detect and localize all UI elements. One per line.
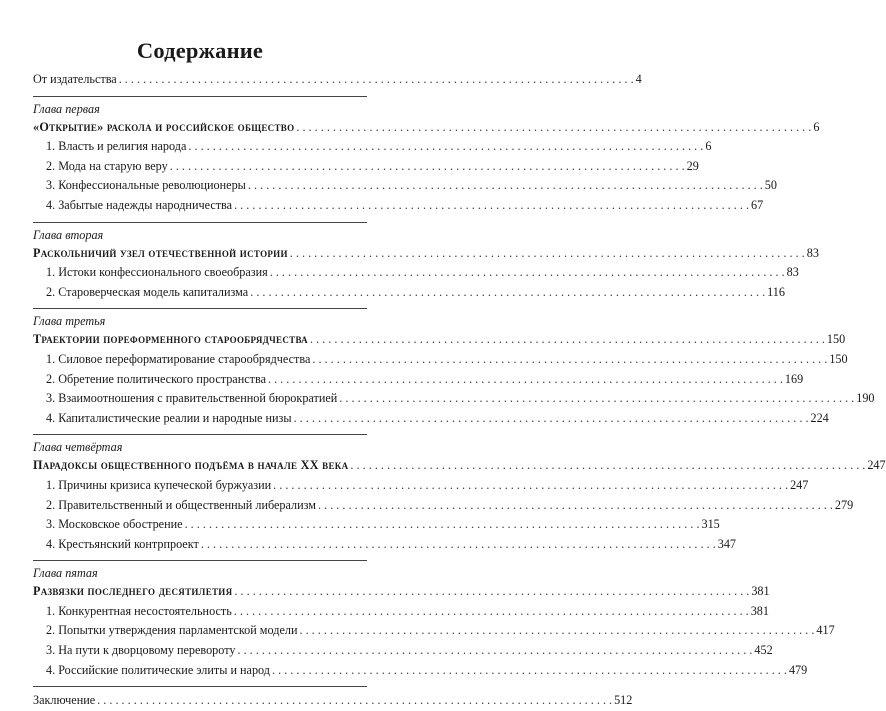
- dot-leader: [188, 137, 703, 157]
- section-entry: [33, 263, 799, 283]
- divider: [33, 96, 367, 97]
- chapter-title: Траектории пореформенного старообрядчества: [33, 332, 308, 347]
- section-title: 2. Правительственный и общественный либерализм: [46, 497, 316, 512]
- toc-page-number: 224: [810, 410, 829, 425]
- section-title: 1. Власть и религия народа: [46, 139, 187, 154]
- chapter-title: Раскольничий узел отечественной истории: [33, 245, 288, 260]
- section-title: 1. Истоки конфессионального своеобразия: [46, 265, 268, 280]
- dot-leader: [270, 263, 785, 283]
- dot-leader: [234, 582, 749, 602]
- chapter-block-5: [33, 565, 835, 680]
- dot-leader: [310, 330, 825, 350]
- section-title: 4. Российские политические элиты и народ: [46, 662, 271, 677]
- divider: [33, 560, 367, 561]
- chapter-block-3: [33, 313, 875, 428]
- toc-page-number: 279: [834, 497, 854, 512]
- chapter-label: Глава четвёртая: [33, 440, 123, 455]
- toc-page-number: 452: [754, 643, 773, 658]
- section-entry: [33, 535, 737, 555]
- toc-entry-title: Заключение: [33, 693, 96, 708]
- section-entry: [33, 409, 829, 429]
- toc-page-number: 190: [856, 391, 875, 406]
- divider: [33, 686, 367, 687]
- section-title: 3. Конфессиональные революционеры: [46, 178, 246, 193]
- dot-leader: [97, 691, 612, 711]
- toc-page-number: 512: [614, 693, 633, 708]
- chapter-title-line: [33, 582, 770, 602]
- toc-entry-front: [33, 70, 642, 90]
- dot-leader: [273, 476, 788, 496]
- toc-page-number: 6: [813, 119, 820, 134]
- chapter-label: Глава вторая: [33, 227, 104, 242]
- toc-page-number: 83: [806, 245, 819, 260]
- section-entry: [33, 389, 875, 409]
- section-entry: [33, 196, 764, 216]
- section-title: 1. Причины кризиса купеческой буржуазии: [46, 477, 272, 492]
- section-entry: [33, 476, 809, 496]
- page-title: Содержание: [136, 38, 264, 63]
- section-title: 4. Забытые надежды народничества: [46, 197, 233, 212]
- section-entry: [33, 176, 777, 196]
- toc-page-number: 347: [717, 536, 737, 551]
- section-entry: [33, 602, 769, 622]
- dot-leader: [318, 496, 833, 516]
- section-entry: [33, 641, 773, 661]
- dot-leader: [234, 602, 749, 622]
- section-title: 3. Московское обострение: [46, 517, 183, 532]
- dot-leader: [296, 118, 811, 138]
- toc-page-number: 247: [790, 477, 809, 492]
- section-title: 2. Обретение политического пространства: [46, 371, 266, 386]
- toc-page-number: 381: [751, 584, 770, 599]
- toc-page-number: 381: [750, 603, 769, 618]
- toc-page-number: 29: [686, 158, 699, 173]
- toc-entry-title: От издательства: [33, 72, 117, 86]
- chapter-block-4: [33, 439, 886, 554]
- toc-page-number: 150: [829, 351, 848, 366]
- dot-leader: [272, 661, 787, 681]
- section-entry: [33, 370, 804, 390]
- dot-leader: [119, 70, 634, 90]
- chapter-title: «Открытие» раскола и российское общество: [33, 119, 295, 134]
- chapter-label: Глава третья: [33, 314, 106, 329]
- dot-leader: [250, 283, 765, 303]
- section-title: 2. Мода на старую веру: [46, 158, 168, 173]
- section-title: 2. Попытки утверждения парламентской модели: [46, 623, 298, 638]
- dot-leader: [290, 244, 805, 264]
- dot-leader: [350, 456, 865, 476]
- toc-page-number: 417: [816, 623, 835, 638]
- section-title: 4. Капиталистические реалии и народные низы: [46, 410, 292, 425]
- dot-leader: [299, 621, 814, 641]
- toc-page-number: 150: [826, 332, 846, 347]
- dot-leader: [237, 641, 752, 661]
- section-entry: [33, 283, 785, 303]
- section-title: 2. Староверческая модель капитализма: [46, 284, 249, 299]
- toc-page-number: 4: [635, 72, 642, 86]
- toc-page-number: 247: [867, 458, 886, 473]
- section-entry: [33, 350, 848, 370]
- toc-page-number: 67: [750, 197, 764, 212]
- section-entry: [33, 496, 854, 516]
- chapter-label: Глава пятая: [33, 566, 98, 581]
- divider: [33, 308, 367, 309]
- section-entry: [33, 157, 699, 177]
- dot-leader: [234, 196, 749, 216]
- dot-leader: [339, 389, 854, 409]
- dot-leader: [268, 370, 783, 390]
- chapter-label: Глава первая: [33, 101, 100, 116]
- section-title: 3. На пути к дворцовому перевороту: [46, 643, 236, 658]
- chapter-block-1: [33, 101, 820, 216]
- toc-page-number: 6: [705, 139, 712, 154]
- chapter-title-line: [33, 330, 846, 350]
- section-title: 4. Крестьянский контрпроект: [46, 536, 199, 551]
- divider: [33, 222, 367, 223]
- chapter-block-2: [33, 227, 819, 303]
- dot-leader: [201, 535, 716, 555]
- toc-page-number: 169: [784, 371, 804, 386]
- toc-page-number: 50: [764, 178, 777, 193]
- dot-leader: [248, 176, 763, 196]
- dot-leader: [312, 350, 827, 370]
- dot-leader: [294, 409, 809, 429]
- section-title: 1. Конкурентная несостоятельность: [46, 603, 232, 618]
- section-entry: [33, 515, 720, 535]
- toc-page-number: 479: [788, 662, 808, 677]
- toc-page-number: 116: [767, 284, 785, 299]
- section-title: 1. Силовое переформатирование старообрядчества: [46, 351, 311, 366]
- chapter-title-line: [33, 118, 820, 138]
- dot-leader: [185, 515, 700, 535]
- chapter-title-line: [33, 244, 819, 264]
- toc-entry-back: [33, 691, 633, 711]
- dot-leader: [170, 157, 685, 177]
- toc-page-number: 83: [786, 265, 799, 280]
- section-entry: [33, 137, 712, 157]
- divider: [33, 434, 367, 435]
- section-title: 3. Взаимоотношения с правительственной бюрократией: [46, 391, 338, 406]
- chapter-title: Развязки последнего десятилетия: [33, 584, 233, 599]
- chapter-title: Парадоксы общественного подъёма в начале XX века: [33, 458, 349, 473]
- toc-page-number: 315: [701, 517, 720, 532]
- section-entry: [33, 621, 835, 641]
- chapter-title-line: [33, 456, 886, 476]
- section-entry: [33, 661, 808, 681]
